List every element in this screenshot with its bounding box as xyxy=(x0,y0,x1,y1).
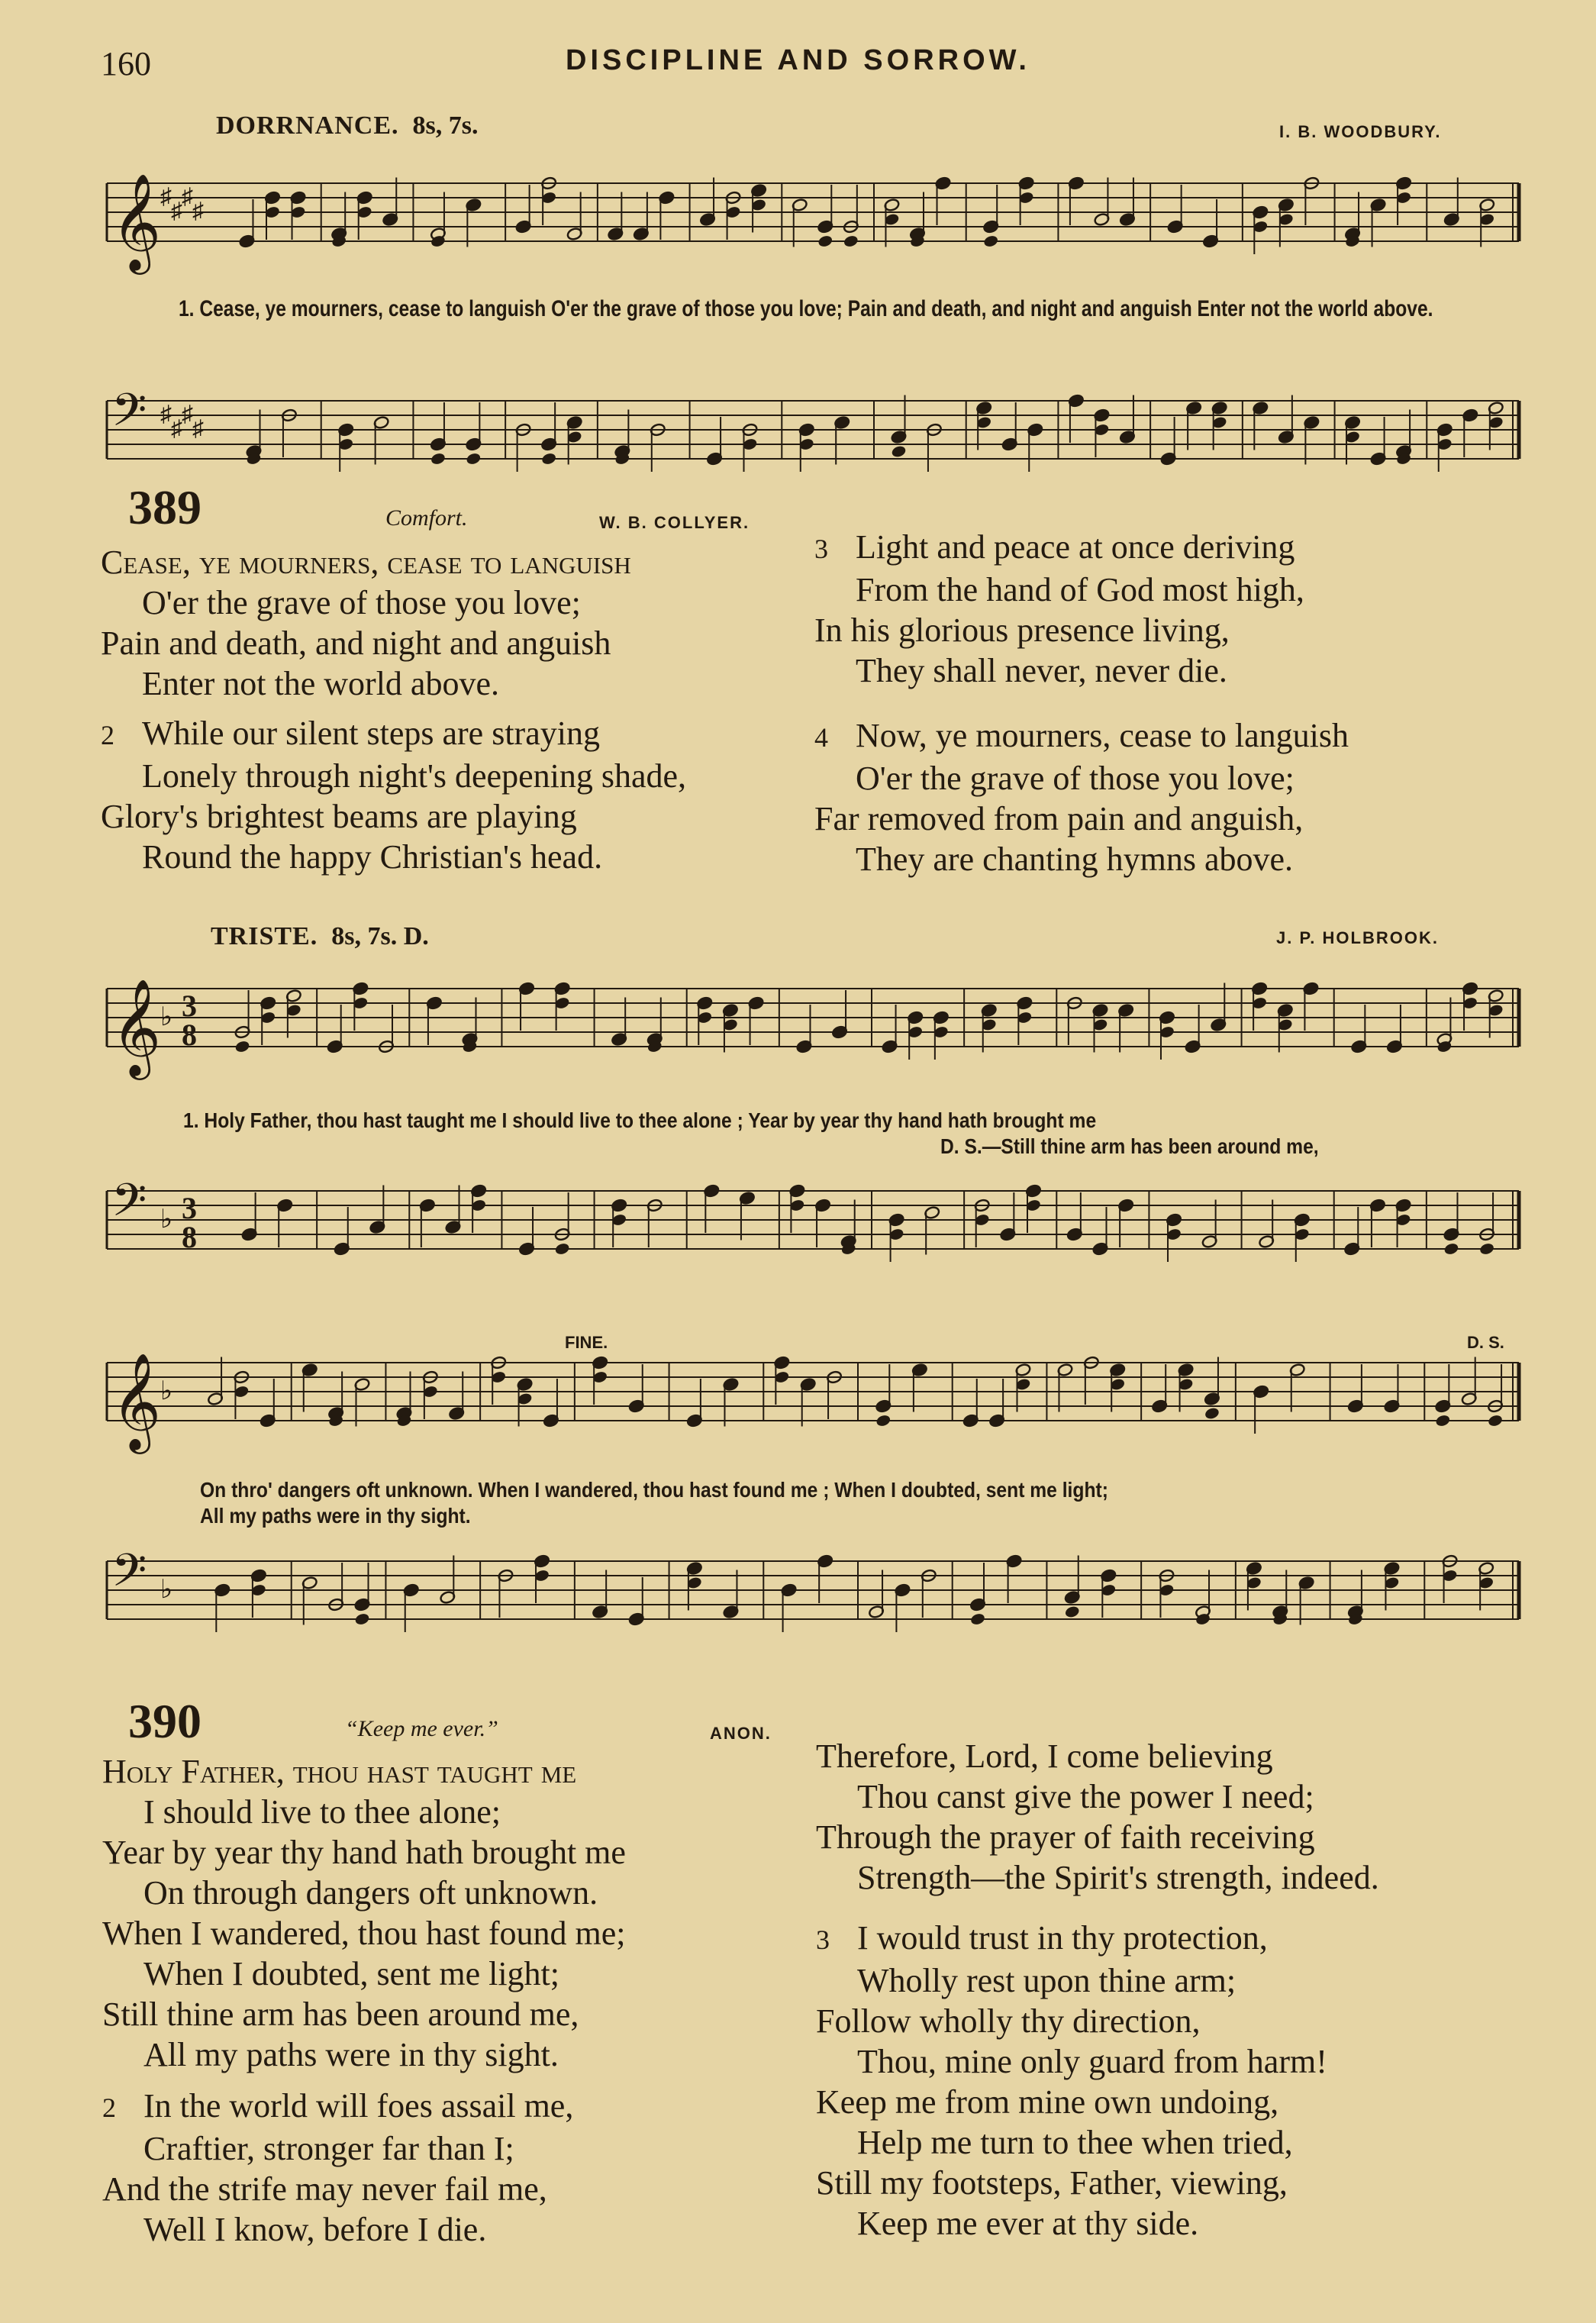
verse-line: Therefore, Lord, I come believing xyxy=(816,1737,1273,1775)
verse-line: I would trust in thy protection, xyxy=(857,1919,1268,1957)
time-signature-top: 3 xyxy=(182,989,197,1023)
tune2-system2-bass xyxy=(0,1546,1596,1653)
verse-line: I should live to thee alone; xyxy=(143,1793,501,1831)
tune1-header xyxy=(216,111,478,140)
stanza-number: 2 xyxy=(102,2092,116,2123)
verse-line: Far removed from pain and anguish, xyxy=(814,800,1304,837)
hymn389-stanza-4 xyxy=(814,715,1349,879)
ds-marker: D. S. xyxy=(1467,1333,1504,1352)
verse-line: They are chanting hymns above. xyxy=(856,840,1294,878)
note-head xyxy=(554,1242,570,1256)
hymn389-subtitle: Comfort. xyxy=(385,505,468,531)
sharp-icon: ♯ xyxy=(160,184,172,209)
tune2-system1-treble xyxy=(0,973,1596,1080)
staff-lines xyxy=(107,1363,1519,1421)
bass-clef-icon: 𝄢 xyxy=(111,1173,147,1237)
note-head xyxy=(430,452,446,466)
sharp-icon: ♯ xyxy=(182,402,193,427)
verse-line: Glory's brightest beams are playing xyxy=(101,798,577,835)
verse-line: Keep me from mine own undoing, xyxy=(816,2083,1279,2121)
stanza-number: 4 xyxy=(814,722,828,753)
note-head xyxy=(1064,1605,1080,1618)
staff-lines xyxy=(107,1561,1519,1619)
tune2-system1-bass xyxy=(0,1173,1596,1282)
note-head xyxy=(875,1414,892,1428)
hymn390-stanza-1 xyxy=(102,1751,626,2075)
verse-line: Year by year thy hand hath brought me xyxy=(102,1834,626,1871)
verse-line: When I doubted, sent me light; xyxy=(143,1955,559,1992)
verse-line: Pain and death, and night and anguish xyxy=(101,624,611,662)
note-head xyxy=(969,1612,985,1626)
verse-line: Help me turn to thee when tried, xyxy=(857,2124,1293,2161)
flat-icon: ♭ xyxy=(160,1576,173,1604)
note-head xyxy=(354,1612,370,1626)
verse-line: On through dangers oft unknown. xyxy=(143,1874,598,1912)
tune1-composer: I. B. WOODBURY. xyxy=(1279,122,1442,141)
note-head xyxy=(234,1040,250,1053)
tune2-header xyxy=(211,922,429,951)
verse-line: Strength—the Spirit's strength, indeed. xyxy=(857,1859,1379,1896)
running-title: DISCIPLINE AND SORROW. xyxy=(566,44,1030,76)
tune2-lyric-2: On thro' dangers oft unknown. When I wandered, thou hast found me ; When I doubted, sent me light; xyxy=(200,1478,1108,1502)
hymn390-stanza-3 xyxy=(816,1918,1327,2244)
verse-line: Keep me ever at thy side. xyxy=(857,2205,1199,2242)
verse-line: Holy Father, thou hast taught me xyxy=(102,1753,577,1790)
note-head xyxy=(466,452,482,466)
hymn390-stanza-2 xyxy=(102,2086,573,2250)
tune2-lyric-1b: D. S.—Still thine arm has been around me, xyxy=(940,1134,1319,1158)
tune1-name: DORRNANCE. xyxy=(216,111,399,140)
note-head xyxy=(540,452,556,466)
hymn390-number: 390 xyxy=(128,1694,202,1748)
verse-line: Well I know, before I die. xyxy=(143,2211,487,2248)
stanza-number: 3 xyxy=(816,1925,830,1955)
verse-line: Craftier, stronger far than I; xyxy=(143,2130,514,2167)
tune2-meter: 8s, 7s. D. xyxy=(331,922,429,950)
note-head xyxy=(891,444,907,458)
verse-line: All my paths were in thy sight. xyxy=(143,2036,559,2073)
verse-line: When I wandered, thou hast found me; xyxy=(102,1915,626,1952)
tune2-system2-treble xyxy=(0,1347,1596,1454)
verse-line: Thou canst give the power I need; xyxy=(857,1778,1314,1815)
note-head xyxy=(1487,1414,1503,1428)
note-head xyxy=(1478,1242,1494,1256)
time-signature-bottom: 8 xyxy=(182,1220,197,1254)
hymn389-number: 389 xyxy=(128,480,202,534)
verse-line: Still thine arm has been around me, xyxy=(102,1996,579,2033)
treble-clef-icon: 𝄞 xyxy=(111,1352,162,1450)
verse-line: Wholly rest upon thine arm; xyxy=(857,1962,1236,1999)
hymn389-stanza-2 xyxy=(101,713,686,877)
verse-line: From the hand of God most high, xyxy=(856,571,1304,608)
verse-line: Thou, mine only guard from harm! xyxy=(857,2043,1327,2080)
hymn389-stanza-1 xyxy=(101,542,631,704)
tune1-lyric: 1. Cease, ye mourners, cease to languish O'er the grave of those you love; Pain and death, and night and anguish Enter not the world above. xyxy=(179,296,1433,321)
hymn390-subtitle: “Keep me ever.” xyxy=(345,1716,498,1741)
flat-icon: ♭ xyxy=(160,1205,173,1234)
verse-line: O'er the grave of those you love; xyxy=(142,584,581,621)
verse-line: In the world will foes assail me, xyxy=(143,2087,574,2125)
sharp-icon: ♯ xyxy=(182,184,193,209)
hymn389-stanza-3 xyxy=(814,527,1304,691)
time-signature-top: 3 xyxy=(182,1191,197,1225)
verse-line: Now, ye mourners, cease to languish xyxy=(856,717,1349,754)
verse-line: Light and peace at once deriving xyxy=(856,528,1295,566)
staff-lines xyxy=(107,183,1519,241)
treble-clef-icon: 𝄞 xyxy=(111,978,162,1076)
verse-line: Through the prayer of faith receiving xyxy=(816,1818,1315,1856)
note-head xyxy=(983,234,999,248)
note-head xyxy=(1435,1414,1451,1428)
flat-icon: ♭ xyxy=(160,1003,173,1031)
verse-line: Follow wholly thy direction, xyxy=(816,2002,1201,2040)
flat-icon: ♭ xyxy=(160,1377,173,1405)
note-head xyxy=(1443,1242,1459,1256)
note-head xyxy=(817,234,833,248)
sharp-icon: ♯ xyxy=(171,198,182,224)
verse-line: Lonely through night's deepening shade, xyxy=(142,757,687,795)
verse-line: While our silent steps are straying xyxy=(142,715,600,752)
page-number: 160 xyxy=(101,45,151,82)
tune1-meter: 8s, 7s. xyxy=(412,111,479,140)
verse-line: And the strife may never fail me, xyxy=(102,2170,547,2208)
sharp-icon: ♯ xyxy=(192,416,204,441)
sharp-icon: ♯ xyxy=(160,402,172,427)
bass-clef-icon: 𝄢 xyxy=(111,1544,147,1608)
verse-line: Round the happy Christian's head. xyxy=(142,838,603,876)
treble-clef-icon: 𝄞 xyxy=(111,173,162,270)
hymn390-author: ANON. xyxy=(710,1724,772,1743)
hymn390-stanza-2-cont xyxy=(816,1736,1379,1898)
note-head xyxy=(843,234,859,248)
verse-line: Enter not the world above. xyxy=(142,665,499,702)
tune2-composer: J. P. HOLBROOK. xyxy=(1276,928,1439,947)
stanza-number: 3 xyxy=(814,534,828,564)
note-head xyxy=(1204,1406,1220,1420)
tune1-bass-staff xyxy=(0,383,1596,485)
tune2-lyric-2b: All my paths were in thy sight. xyxy=(200,1504,471,1528)
bass-clef-icon: 𝄢 xyxy=(111,383,147,447)
stanza-number: 2 xyxy=(101,720,114,750)
time-signature-bottom: 8 xyxy=(182,1018,197,1052)
tune1-treble-staff xyxy=(0,168,1596,270)
sharp-icon: ♯ xyxy=(171,416,182,441)
tune2-lyric-1: 1. Holy Father, thou hast taught me I should live to thee alone ; Year by year thy hand hath brought me xyxy=(183,1108,1097,1132)
sharp-icon: ♯ xyxy=(192,198,204,224)
verse-line: Cease, ye mourners, cease to languish xyxy=(101,544,631,581)
verse-line: Still my footsteps, Father, viewing, xyxy=(816,2164,1288,2202)
fine-marker: FINE. xyxy=(565,1333,608,1352)
staff-lines xyxy=(107,989,1519,1047)
tune2-name: TRISTE. xyxy=(211,922,318,950)
verse-line: O'er the grave of those you love; xyxy=(856,760,1295,797)
hymn389-author: W. B. COLLYER. xyxy=(599,513,750,532)
verse-line: In his glorious presence living, xyxy=(814,611,1230,649)
verse-line: They shall never, never die. xyxy=(856,652,1227,689)
